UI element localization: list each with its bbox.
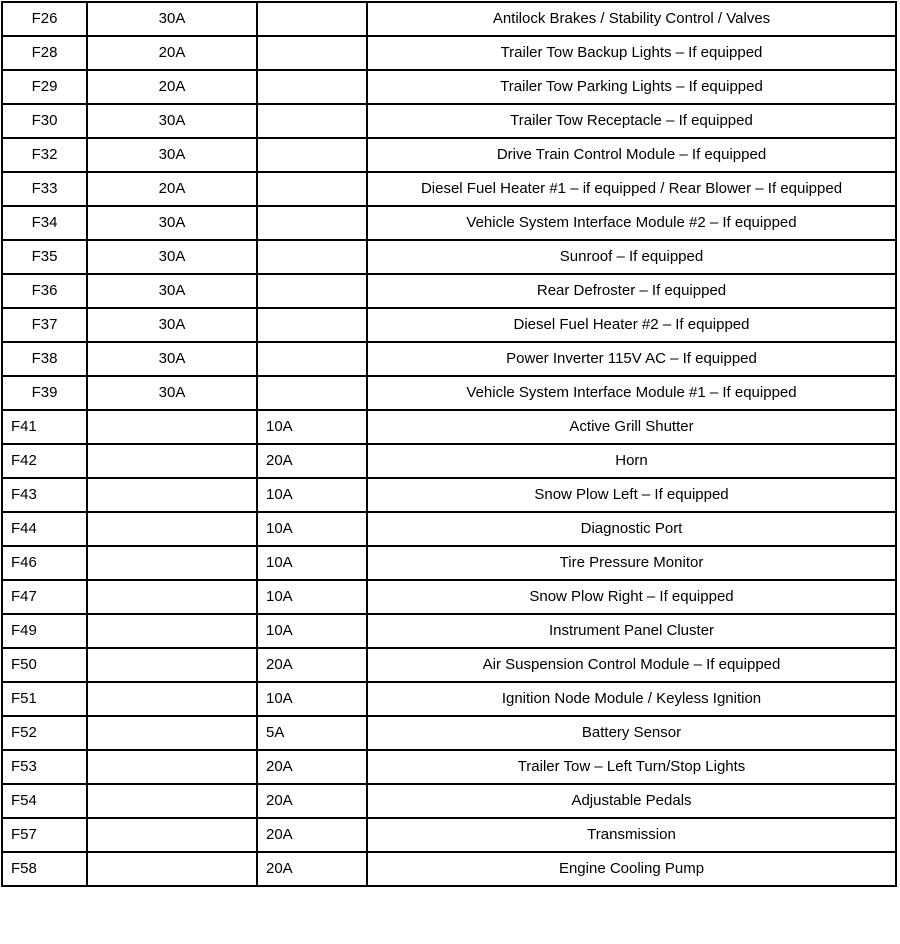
table-row <box>2 138 896 172</box>
table-row <box>2 852 896 886</box>
fuse-position-cell: F39 <box>2 376 87 410</box>
cartridge-fuse-amperage-cell <box>87 410 257 444</box>
cartridge-fuse-amperage-cell <box>87 716 257 750</box>
circuit-protected-cell: Battery Sensor <box>367 716 896 750</box>
cartridge-fuse-amperage-cell: 30A <box>87 138 257 172</box>
fuse-position-cell: F50 <box>2 648 87 682</box>
cartridge-fuse-amperage-cell <box>87 444 257 478</box>
cartridge-fuse-amperage-cell: 20A <box>87 36 257 70</box>
mini-fuse-amperage-cell <box>257 172 367 206</box>
mini-fuse-amperage-cell: 10A <box>257 580 367 614</box>
cartridge-fuse-amperage-cell <box>87 750 257 784</box>
fuse-position-cell: F41 <box>2 410 87 444</box>
fuse-position-cell: F42 <box>2 444 87 478</box>
circuit-protected-cell: Trailer Tow Receptacle – If equipped <box>367 104 896 138</box>
table-row <box>2 342 896 376</box>
circuit-protected-cell: Horn <box>367 444 896 478</box>
table-row <box>2 478 896 512</box>
mini-fuse-amperage-cell: 10A <box>257 682 367 716</box>
circuit-protected-cell: Snow Plow Right – If equipped <box>367 580 896 614</box>
circuit-protected-cell: Snow Plow Left – If equipped <box>367 478 896 512</box>
table-row <box>2 614 896 648</box>
fuse-position-cell: F38 <box>2 342 87 376</box>
cartridge-fuse-amperage-cell: 30A <box>87 342 257 376</box>
table-row <box>2 648 896 682</box>
cartridge-fuse-amperage-cell <box>87 818 257 852</box>
mini-fuse-amperage-cell: 10A <box>257 410 367 444</box>
mini-fuse-amperage-cell <box>257 308 367 342</box>
mini-fuse-amperage-cell: 5A <box>257 716 367 750</box>
cartridge-fuse-amperage-cell: 30A <box>87 308 257 342</box>
cartridge-fuse-amperage-cell: 30A <box>87 274 257 308</box>
fuse-position-cell: F26 <box>2 2 87 36</box>
fuse-position-cell: F36 <box>2 274 87 308</box>
table-row <box>2 104 896 138</box>
table-row <box>2 784 896 818</box>
mini-fuse-amperage-cell <box>257 2 367 36</box>
cartridge-fuse-amperage-cell <box>87 852 257 886</box>
fuse-position-cell: F44 <box>2 512 87 546</box>
mini-fuse-amperage-cell <box>257 138 367 172</box>
table-row <box>2 2 896 36</box>
fuse-table <box>1 1 897 887</box>
circuit-protected-cell: Antilock Brakes / Stability Control / Valves <box>367 2 896 36</box>
circuit-protected-cell: Engine Cooling Pump <box>367 852 896 886</box>
fuse-position-cell: F49 <box>2 614 87 648</box>
mini-fuse-amperage-cell: 20A <box>257 750 367 784</box>
cartridge-fuse-amperage-cell: 20A <box>87 70 257 104</box>
cartridge-fuse-amperage-cell <box>87 512 257 546</box>
circuit-protected-cell: Transmission <box>367 818 896 852</box>
table-row <box>2 512 896 546</box>
table-row <box>2 172 896 206</box>
mini-fuse-amperage-cell <box>257 376 367 410</box>
table-row <box>2 546 896 580</box>
circuit-protected-cell: Vehicle System Interface Module #1 – If equipped <box>367 376 896 410</box>
circuit-protected-cell: Trailer Tow – Left Turn/Stop Lights <box>367 750 896 784</box>
circuit-protected-cell: Rear Defroster – If equipped <box>367 274 896 308</box>
table-row <box>2 240 896 274</box>
cartridge-fuse-amperage-cell <box>87 648 257 682</box>
table-row <box>2 376 896 410</box>
circuit-protected-cell: Instrument Panel Cluster <box>367 614 896 648</box>
circuit-protected-cell: Trailer Tow Parking Lights – If equipped <box>367 70 896 104</box>
mini-fuse-amperage-cell <box>257 342 367 376</box>
mini-fuse-amperage-cell <box>257 104 367 138</box>
fuse-position-cell: F34 <box>2 206 87 240</box>
cartridge-fuse-amperage-cell: 30A <box>87 206 257 240</box>
table-row <box>2 444 896 478</box>
mini-fuse-amperage-cell: 20A <box>257 818 367 852</box>
fuse-position-cell: F53 <box>2 750 87 784</box>
fuse-position-cell: F37 <box>2 308 87 342</box>
fuse-position-cell: F51 <box>2 682 87 716</box>
mini-fuse-amperage-cell <box>257 70 367 104</box>
cartridge-fuse-amperage-cell: 30A <box>87 240 257 274</box>
mini-fuse-amperage-cell <box>257 240 367 274</box>
cartridge-fuse-amperage-cell <box>87 614 257 648</box>
fuse-position-cell: F46 <box>2 546 87 580</box>
mini-fuse-amperage-cell: 10A <box>257 512 367 546</box>
circuit-protected-cell: Diesel Fuel Heater #1 – if equipped / Rear Blower – If equipped <box>367 172 896 206</box>
cartridge-fuse-amperage-cell <box>87 580 257 614</box>
cartridge-fuse-amperage-cell: 20A <box>87 172 257 206</box>
table-row <box>2 308 896 342</box>
cartridge-fuse-amperage-cell: 30A <box>87 104 257 138</box>
circuit-protected-cell: Diesel Fuel Heater #2 – If equipped <box>367 308 896 342</box>
table-row <box>2 818 896 852</box>
cartridge-fuse-amperage-cell: 30A <box>87 2 257 36</box>
cartridge-fuse-amperage-cell <box>87 546 257 580</box>
fuse-position-cell: F43 <box>2 478 87 512</box>
cartridge-fuse-amperage-cell <box>87 682 257 716</box>
circuit-protected-cell: Active Grill Shutter <box>367 410 896 444</box>
fuse-position-cell: F29 <box>2 70 87 104</box>
table-row <box>2 274 896 308</box>
fuse-position-cell: F33 <box>2 172 87 206</box>
fuse-table-body <box>2 2 896 886</box>
circuit-protected-cell: Adjustable Pedals <box>367 784 896 818</box>
table-row <box>2 36 896 70</box>
mini-fuse-amperage-cell: 20A <box>257 648 367 682</box>
mini-fuse-amperage-cell <box>257 206 367 240</box>
circuit-protected-cell: Sunroof – If equipped <box>367 240 896 274</box>
mini-fuse-amperage-cell: 20A <box>257 784 367 818</box>
fuse-position-cell: F57 <box>2 818 87 852</box>
fuse-position-cell: F47 <box>2 580 87 614</box>
mini-fuse-amperage-cell: 10A <box>257 546 367 580</box>
table-row <box>2 206 896 240</box>
mini-fuse-amperage-cell: 10A <box>257 478 367 512</box>
table-row <box>2 580 896 614</box>
mini-fuse-amperage-cell: 20A <box>257 852 367 886</box>
fuse-position-cell: F32 <box>2 138 87 172</box>
fuse-position-cell: F30 <box>2 104 87 138</box>
mini-fuse-amperage-cell <box>257 36 367 70</box>
cartridge-fuse-amperage-cell <box>87 784 257 818</box>
circuit-protected-cell: Vehicle System Interface Module #2 – If equipped <box>367 206 896 240</box>
cartridge-fuse-amperage-cell <box>87 478 257 512</box>
fuse-position-cell: F54 <box>2 784 87 818</box>
circuit-protected-cell: Diagnostic Port <box>367 512 896 546</box>
fuse-position-cell: F28 <box>2 36 87 70</box>
mini-fuse-amperage-cell: 10A <box>257 614 367 648</box>
table-row <box>2 70 896 104</box>
table-row <box>2 410 896 444</box>
circuit-protected-cell: Power Inverter 115V AC – If equipped <box>367 342 896 376</box>
fuse-position-cell: F52 <box>2 716 87 750</box>
table-row <box>2 750 896 784</box>
fuse-position-cell: F35 <box>2 240 87 274</box>
circuit-protected-cell: Ignition Node Module / Keyless Ignition <box>367 682 896 716</box>
table-row <box>2 716 896 750</box>
mini-fuse-amperage-cell <box>257 274 367 308</box>
fuse-position-cell: F58 <box>2 852 87 886</box>
table-row <box>2 682 896 716</box>
circuit-protected-cell: Tire Pressure Monitor <box>367 546 896 580</box>
circuit-protected-cell: Drive Train Control Module – If equipped <box>367 138 896 172</box>
cartridge-fuse-amperage-cell: 30A <box>87 376 257 410</box>
mini-fuse-amperage-cell: 20A <box>257 444 367 478</box>
circuit-protected-cell: Trailer Tow Backup Lights – If equipped <box>367 36 896 70</box>
circuit-protected-cell: Air Suspension Control Module – If equipped <box>367 648 896 682</box>
